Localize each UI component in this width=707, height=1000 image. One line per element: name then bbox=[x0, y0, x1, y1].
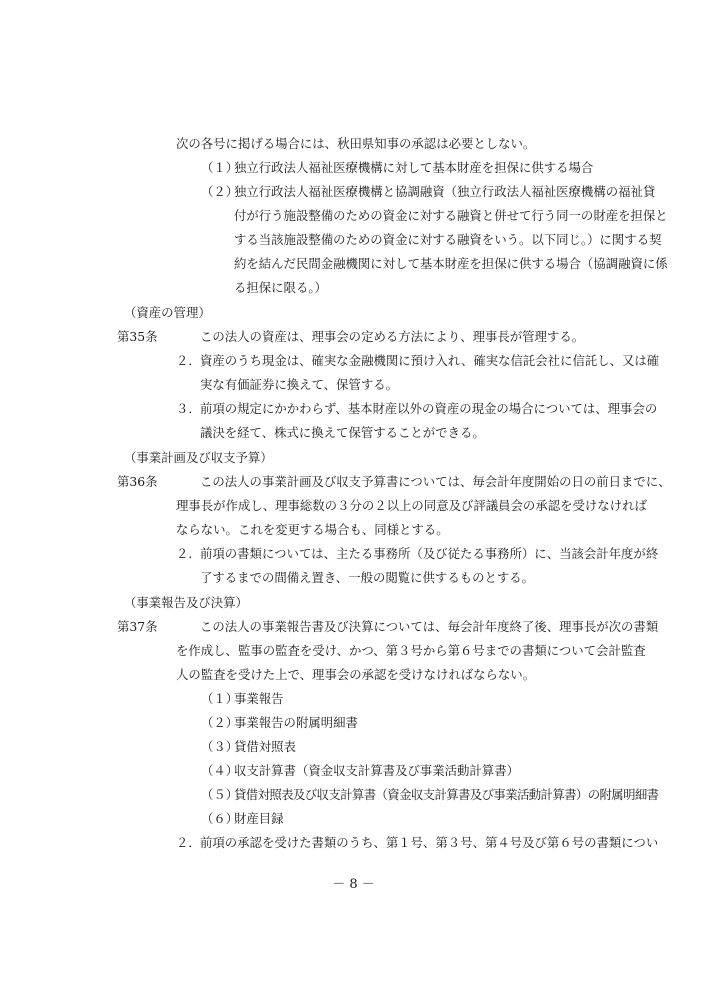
paragraph-line bbox=[0, 833, 707, 853]
text-line-content: 了するまでの間備え置き、一般の閲覧に供するものとする。 bbox=[200, 570, 535, 585]
item-number: （４） bbox=[201, 763, 239, 778]
text-line-content: 資産のうち現金は、確実な金融機関に預け入れ、確実な信託会社に信託し、又は確 bbox=[200, 353, 660, 368]
list-item bbox=[0, 713, 707, 733]
text-line bbox=[0, 230, 707, 250]
text-line bbox=[0, 520, 707, 540]
text-line bbox=[0, 206, 707, 226]
item-number: （５） bbox=[201, 787, 239, 802]
section-heading bbox=[0, 593, 707, 613]
section-heading-text: （事業計画及び収支予算） bbox=[124, 450, 273, 465]
list-item bbox=[0, 785, 707, 805]
text-line-content: 実な有価証券に換えて、保管する。 bbox=[200, 377, 399, 392]
text-line-content: 人の監査を受けた上で、理事会の承認を受けなければならない。 bbox=[176, 667, 536, 682]
text-line bbox=[0, 641, 707, 661]
text-line-content: を作成し、監事の監査を受け、かつ、第３号から第６号までの書類について会計監査 bbox=[176, 643, 646, 658]
text-line-content: 議決を経て、株式に換えて保管することができる。 bbox=[200, 425, 485, 440]
item-text: 事業報告の附属明細書 bbox=[234, 715, 358, 730]
item-number: （６） bbox=[201, 811, 239, 826]
list-item bbox=[0, 182, 707, 202]
item-text: 貸借対照表及び収支計算書（資金収支計算書及び事業活動計算書）の附属明細書 bbox=[234, 787, 659, 802]
text-line-content: 理事長が作成し、理事総数の３分の２以上の同意及び評議員会の承認を受けなければ bbox=[176, 498, 647, 513]
text-line-content: 前項の書類については、主たる事務所（及び従たる事務所）に、当該会計年度が終 bbox=[200, 546, 659, 561]
text-line-content: 前項の規定にかかわらず、基本財産以外の資産の現金の場合については、理事会の bbox=[200, 401, 658, 416]
text-line-content: 付が行う施設整備のための資金に対する融資と併せて行う同一の財産を担保と bbox=[234, 208, 668, 223]
text-line-content: 次の各号に掲げる場合には、秋田県知事の承認は必要としない。 bbox=[176, 136, 536, 151]
article-line bbox=[0, 472, 707, 492]
text-line bbox=[0, 423, 707, 443]
text-line-content: この法人の事業報告書及び決算については、毎会計年度終了後、理事長が次の書類 bbox=[200, 619, 659, 634]
article-line bbox=[0, 327, 707, 347]
paragraph-number: ２． bbox=[176, 353, 201, 368]
text-line-content: この法人の事業計画及び収支予算書については、毎会計年度開始の日の前日までに、 bbox=[200, 474, 671, 489]
list-item bbox=[0, 737, 707, 757]
item-text: 事業報告 bbox=[234, 691, 284, 706]
list-item bbox=[0, 809, 707, 829]
item-text: 貸借対照表 bbox=[234, 739, 296, 754]
item-number: （３） bbox=[201, 739, 239, 754]
paragraph-number: ３． bbox=[176, 401, 201, 416]
list-item bbox=[0, 761, 707, 781]
text-line bbox=[0, 665, 707, 685]
text-line bbox=[0, 254, 707, 274]
item-number: （１） bbox=[201, 691, 239, 706]
text-line bbox=[0, 496, 707, 516]
text-line-content: 前項の承認を受けた書類のうち、第１号、第３号、第４号及び第６号の書類につい bbox=[200, 835, 659, 850]
section-heading-text: （資産の管理） bbox=[124, 305, 211, 320]
item-text: 収支計算書（資金収支計算書及び事業活動計算書） bbox=[234, 763, 519, 778]
text-line bbox=[0, 278, 707, 298]
article-number: 第37条 bbox=[117, 619, 158, 634]
text-line-content: る担保に限る。） bbox=[234, 280, 327, 295]
text-line-content: 約を結んだ民間金融機関に対して基本財産を担保に供する場合（協調融資に係 bbox=[234, 256, 668, 271]
item-number: （１） bbox=[201, 160, 239, 175]
text-line bbox=[0, 568, 707, 588]
article-line bbox=[0, 617, 707, 637]
paragraph-line bbox=[0, 544, 707, 564]
text-line-content: ならない。これを変更する場合も、同様とする。 bbox=[176, 522, 449, 537]
item-text: 独立行政法人福祉医療機構と協調融資（独立行政法人福祉医療機構の福祉貸 bbox=[234, 184, 656, 199]
paragraph-number: ２． bbox=[176, 835, 201, 850]
section-heading bbox=[0, 448, 707, 468]
item-number: （２） bbox=[201, 184, 239, 199]
item-text: 独立行政法人福祉医療機構に対して基本財産を担保に供する場合 bbox=[234, 160, 594, 175]
list-item bbox=[0, 158, 707, 178]
text-line bbox=[0, 375, 707, 395]
text-line-content: する当該施設整備のための資金に対する融資をいう。以下同じ。）に関する契 bbox=[234, 232, 662, 247]
article-number: 第36条 bbox=[117, 474, 158, 489]
paragraph-line bbox=[0, 399, 707, 419]
section-heading-text: （事業報告及び決算） bbox=[124, 595, 248, 610]
section-heading bbox=[0, 303, 707, 323]
text-line-content: この法人の資産は、理事会の定める方法により、理事長が管理する。 bbox=[200, 329, 585, 344]
item-text: 財産目録 bbox=[234, 811, 284, 826]
article-number: 第35条 bbox=[117, 329, 158, 344]
paragraph-line bbox=[0, 351, 707, 371]
list-item bbox=[0, 689, 707, 709]
text-line bbox=[0, 134, 707, 154]
page-number: － 8 － bbox=[332, 877, 375, 892]
item-number: （２） bbox=[201, 715, 239, 730]
paragraph-number: ２． bbox=[176, 546, 201, 561]
